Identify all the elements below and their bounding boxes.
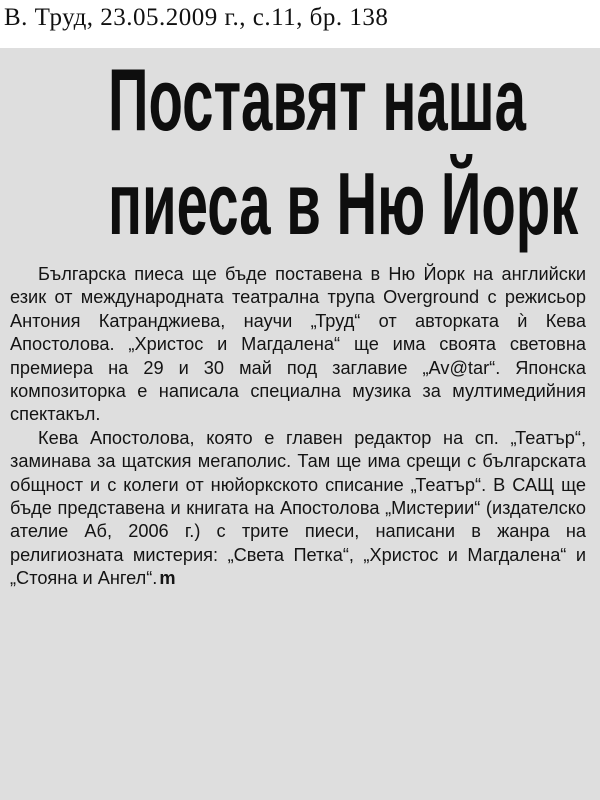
headline-line-2: пиеса в Ню Йорк	[108, 154, 579, 253]
article-body	[10, 263, 586, 591]
paragraph-2	[10, 427, 586, 591]
end-mark: m	[159, 568, 176, 589]
source-citation: В. Труд, 23.05.2009 г., с.11, бр. 138	[4, 4, 389, 31]
newspaper-clipping	[0, 48, 600, 800]
headline-line-1: Поставят наша	[108, 50, 526, 149]
paragraph-1: Българска пиеса ще бъде поставена в Ню Йорк на английски език от международната театрална трупа Overground с режисьор Антония Катранджиева, научи „Труд“ от авторката ѝ Кева Апостолова. „Христос и Магдалена“ ще има своята световна премиера на 29 и 30 май под заглавие „Av@tar“. Японска композиторка е написала специална музика за мултимедийния спектакъл.	[10, 264, 586, 425]
paragraph-2-text: Кева Апостолова, която е главен редактор на сп. „Театър“, заминава за щатския мегаполис. Там ще има срещи с българската общност и с колеги от нюйоркското списание „Театър“. В САЩ ще бъде представена и книгата на Апостолова „Мистерии“ (издателско ателие Аб, 2006 г.) с трите пиеси, написани в жанра на религиозната мистерия: „Света Петка“, „Христос и Магдалена“ и „Стояна и Ангел“.	[10, 427, 586, 589]
